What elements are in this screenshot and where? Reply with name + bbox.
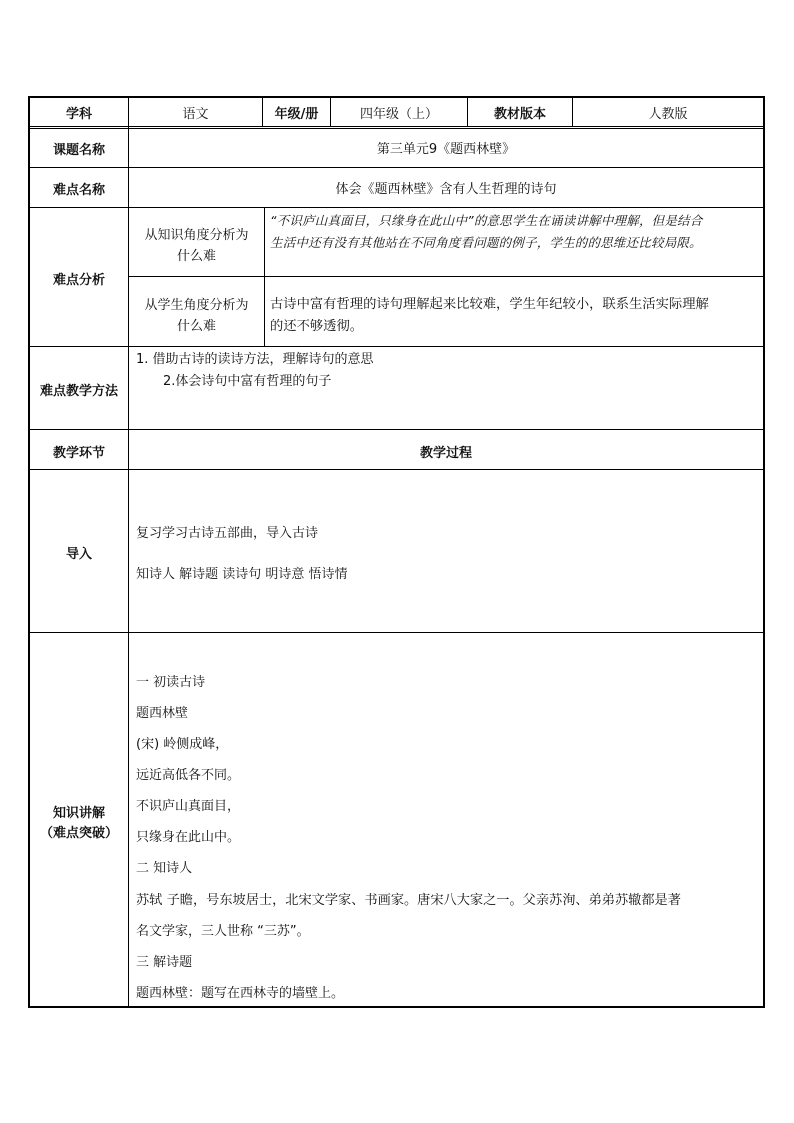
subject-label: 学科 bbox=[65, 107, 92, 122]
knowledge-angle-text-2: 生活中还有没有其他站在不同角度看问题的例子，学生的的思维还比较局限。 bbox=[270, 235, 702, 250]
table-rule bbox=[28, 126, 765, 127]
grade-label: 年级/册 bbox=[274, 107, 319, 122]
knowledge-line: 题西林壁：题写在西林寺的墙壁上。 bbox=[136, 986, 345, 1001]
student-angle-text: 古诗中富有哲理的诗句理解起来比较难，学生年纪较小，联系生活实际理解 bbox=[270, 297, 709, 312]
grade-value: 四年级（上） bbox=[359, 107, 438, 122]
method-label: 难点教学方法 bbox=[39, 384, 118, 399]
method-item-1: 1. 借助古诗的读诗方法，理解诗句的意思 bbox=[136, 352, 374, 367]
knowledge-line: 远近高低各不同。 bbox=[136, 768, 241, 783]
table-rule bbox=[28, 429, 765, 430]
knowledge-line: 三 解诗题 bbox=[136, 955, 193, 970]
analysis-label: 难点分析 bbox=[52, 273, 105, 288]
stage-header-label: 教学环节 bbox=[52, 446, 105, 461]
table-rule bbox=[129, 276, 765, 277]
subject-value: 语文 bbox=[182, 107, 209, 122]
difficulty-label: 难点名称 bbox=[52, 183, 105, 198]
knowledge-line: 题西林壁 bbox=[136, 706, 189, 721]
knowledge-sublabel: （难点突破） bbox=[39, 826, 118, 841]
table-border-bottom bbox=[28, 1006, 765, 1008]
knowledge-line: 苏轼 子瞻，号东坡居士，北宋文学家、书画家。唐宋八大家之一。父亲苏洵、弟弟苏辙都是著 bbox=[136, 893, 681, 908]
difficulty-value: 体会《题西林壁》含有人生哲理的诗句 bbox=[335, 182, 557, 197]
student-angle-label: 从学生角度分析为 bbox=[144, 298, 249, 313]
intro-line-2: 知诗人 解诗题 读诗句 明诗意 悟诗情 bbox=[136, 567, 348, 582]
knowledge-angle-text: “不识庐山真面目，只缘身在此山中”的意思学生在诵读讲解中理解，但是结合 bbox=[270, 213, 703, 228]
table-rule bbox=[28, 632, 765, 633]
knowledge-line: (宋) 岭侧成峰， bbox=[136, 737, 229, 752]
table-border-top bbox=[28, 96, 765, 98]
method-item-2: 2.体会诗句中富有哲理的句子 bbox=[163, 374, 332, 389]
table-rule bbox=[28, 207, 765, 208]
course-title: 第三单元9《题西林壁》 bbox=[376, 142, 516, 157]
table-col-divider bbox=[264, 207, 265, 346]
knowledge-angle-label-2: 什么难 bbox=[176, 249, 216, 264]
knowledge-line: 不识庐山真面目， bbox=[136, 799, 241, 814]
student-angle-label-2: 什么难 bbox=[176, 319, 216, 334]
table-border-right bbox=[763, 96, 765, 1008]
course-label: 课题名称 bbox=[52, 143, 105, 158]
knowledge-line: 名文学家，三人世称 “三苏”。 bbox=[136, 924, 310, 939]
intro-line-1: 复习学习古诗五部曲，导入古诗 bbox=[136, 526, 319, 541]
table-rule bbox=[28, 167, 765, 168]
table-rule bbox=[28, 346, 765, 347]
edition-label: 教材版本 bbox=[493, 107, 546, 122]
edition-value: 人教版 bbox=[648, 107, 688, 122]
knowledge-angle-label: 从知识角度分析为 bbox=[144, 228, 249, 243]
intro-label: 导入 bbox=[65, 547, 92, 562]
knowledge-line: 二 知诗人 bbox=[136, 861, 193, 876]
knowledge-line: 只缘身在此山中。 bbox=[136, 830, 241, 845]
table-rule bbox=[28, 128, 765, 129]
student-angle-text-2: 的还不够透彻。 bbox=[270, 319, 364, 334]
process-header-label: 教学过程 bbox=[419, 446, 472, 461]
knowledge-line: 一 初读古诗 bbox=[136, 675, 206, 690]
table-rule bbox=[28, 469, 765, 470]
knowledge-label: 知识讲解 bbox=[52, 806, 105, 821]
